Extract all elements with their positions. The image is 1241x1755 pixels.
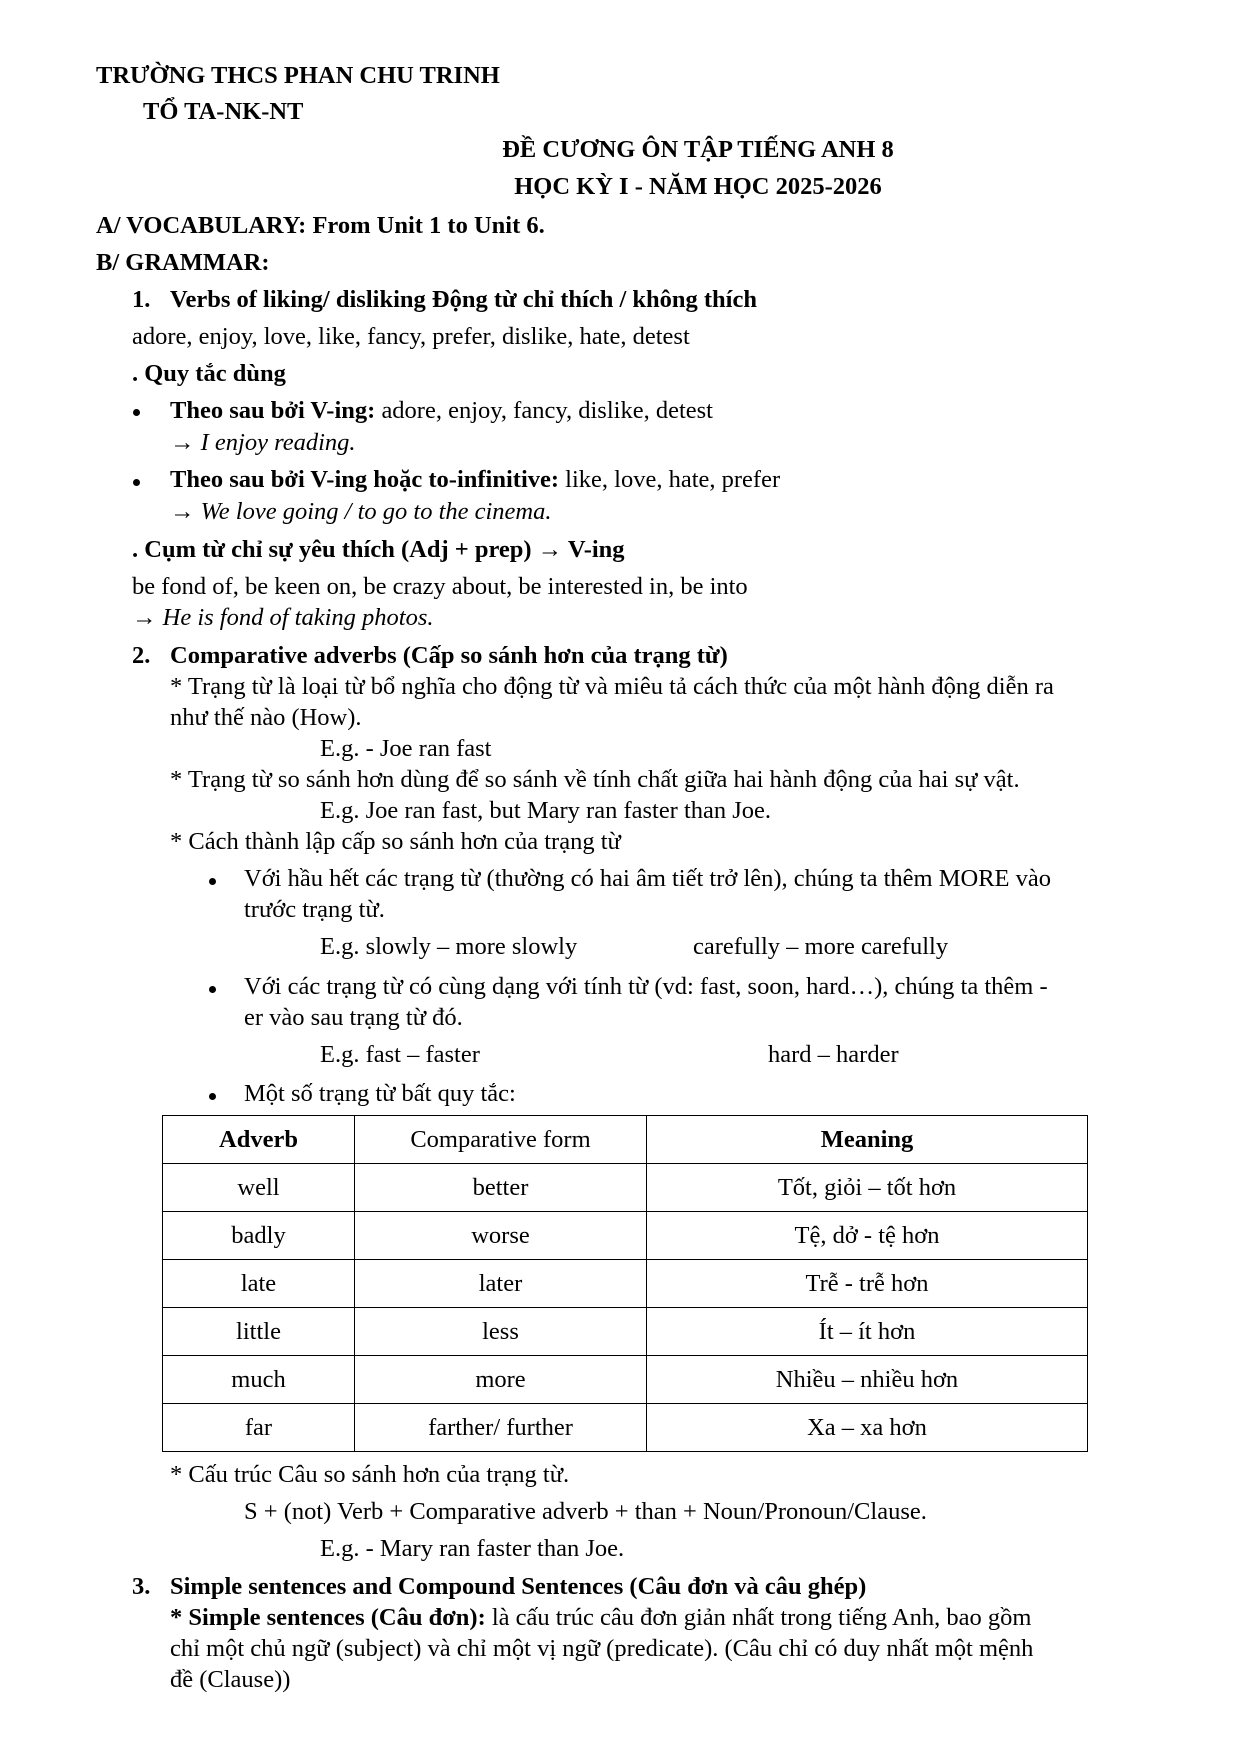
simple-sentence-def-line3: đề (Clause))	[170, 1666, 291, 1693]
header-comparative-form: Comparative form	[355, 1116, 647, 1164]
table-row	[163, 1356, 1088, 1404]
table-row	[163, 1212, 1088, 1260]
cell-meaning: Nhiều – nhiều hơn	[647, 1356, 1088, 1404]
cell-adverb: much	[163, 1356, 355, 1404]
example-carefully: carefully – more carefully	[693, 933, 949, 960]
cell-adverb: little	[163, 1308, 355, 1356]
cell-adverb: well	[163, 1164, 355, 1212]
doc-title-line2: HỌC KỲ I - NĂM HỌC 2025-2026	[514, 173, 882, 200]
cell-meaning: Tốt, giỏi – tốt hơn	[647, 1164, 1088, 1212]
item-number-3: 3.	[132, 1573, 151, 1600]
school-name: TRƯỜNG THCS PHAN CHU TRINH	[96, 62, 500, 89]
rule-more-line1: Với hầu hết các trạng từ (thường có hai âm tiết trở lên), chúng ta thêm MORE vào	[244, 865, 1052, 892]
example-mary-structure: E.g. - Mary ran faster than Joe.	[320, 1535, 625, 1562]
rule-ving-or-toinf-example: → We love going / to go to the cinema.	[170, 498, 552, 525]
cell-comparative: later	[355, 1260, 647, 1308]
table-row	[163, 1404, 1088, 1452]
rule-ving-verbs: adore, enjoy, fancy, dislike, detest	[375, 397, 713, 424]
example-slowly: E.g. slowly – more slowly	[320, 933, 578, 960]
cell-meaning: Trễ - trễ hơn	[647, 1260, 1088, 1308]
rule-ving-example: → I enjoy reading.	[170, 429, 356, 456]
structure-formula: S + (not) Verb + Comparative adverb + than + Noun/Pronoun/Clause.	[244, 1498, 927, 1525]
table-row	[163, 1260, 1088, 1308]
rule-ving-label: Theo sau bởi V-ing:	[170, 397, 376, 424]
cell-meaning: Ít – ít hơn	[647, 1308, 1088, 1356]
adverb-definition-line2: như thế nào (How).	[170, 704, 362, 731]
usage-rules-heading: . Quy tắc dùng	[132, 360, 286, 387]
item-number-2: 2.	[132, 642, 151, 669]
bullet-dot	[209, 878, 216, 885]
adverb-definition-line1: * Trạng từ là loại từ bổ nghĩa cho động từ và miêu tả cách thức của một hành động diễn ra	[170, 673, 1054, 700]
example-fast: E.g. fast – faster	[320, 1041, 480, 1068]
irregular-adverbs-table	[162, 1115, 1088, 1452]
bullet-dot	[133, 479, 140, 486]
bullet-dot	[209, 986, 216, 993]
phrase-example: → He is fond of taking photos.	[132, 604, 434, 631]
rule-ving-or-toinf	[170, 465, 780, 495]
rule-ving	[170, 396, 713, 426]
example-mary-faster: E.g. Joe ran fast, but Mary ran faster than Joe.	[320, 797, 772, 824]
formation-heading: * Cách thành lập cấp so sánh hơn của trạng từ	[170, 828, 621, 855]
header-adverb: Adverb	[163, 1116, 355, 1164]
heading-comparative-adverbs: Comparative adverbs (Cấp so sánh hơn của trạng từ)	[170, 642, 728, 669]
irregular-adverbs-label: Một số trạng từ bất quy tắc:	[244, 1080, 516, 1107]
cell-comparative: better	[355, 1164, 647, 1212]
comparative-use-line: * Trạng từ so sánh hơn dùng để so sánh về tính chất giữa hai hành động của hai sự vật.	[170, 766, 1020, 793]
section-vocabulary: A/ VOCABULARY: From Unit 1 to Unit 6.	[96, 212, 545, 239]
example-joe-fast: E.g. - Joe ran fast	[320, 735, 492, 762]
phrase-heading: . Cụm từ chỉ sự yêu thích (Adj + prep) → V-ing	[132, 536, 625, 563]
cell-adverb: far	[163, 1404, 355, 1452]
cell-comparative: more	[355, 1356, 647, 1404]
bullet-dot	[209, 1093, 216, 1100]
structure-heading: * Cấu trúc Câu so sánh hơn của trạng từ.	[170, 1461, 570, 1488]
rule-er-line1: Với các trạng từ có cùng dạng với tính từ (vd: fast, soon, hard…), chúng ta thêm -	[244, 973, 1048, 1000]
table-row	[163, 1308, 1088, 1356]
cell-comparative: worse	[355, 1212, 647, 1260]
phrase-list: be fond of, be keen on, be crazy about, be interested in, be into	[132, 573, 748, 600]
simple-sentence-def-line1	[170, 1603, 1031, 1633]
cell-meaning: Tệ, dở - tệ hơn	[647, 1212, 1088, 1260]
simple-sentence-label: * Simple sentences (Câu đơn):	[170, 1604, 486, 1631]
cell-meaning: Xa – xa hơn	[647, 1404, 1088, 1452]
section-grammar: B/ GRAMMAR:	[96, 249, 270, 276]
heading-simple-compound: Simple sentences and Compound Sentences (Câu đơn và câu ghép)	[170, 1573, 867, 1600]
liking-verbs-list: adore, enjoy, love, like, fancy, prefer, dislike, hate, detest	[132, 323, 690, 350]
rule-er-line2: er vào sau trạng từ đó.	[244, 1004, 463, 1031]
department-name: TỔ TA-NK-NT	[143, 98, 304, 125]
header-meaning: Meaning	[647, 1116, 1088, 1164]
simple-sentence-text: là cấu trúc câu đơn giản nhất trong tiếng Anh, bao gồm	[485, 1604, 1032, 1631]
cell-comparative: farther/ further	[355, 1404, 647, 1452]
example-hard: hard – harder	[768, 1041, 899, 1068]
rule-more-line2: trước trạng từ.	[244, 896, 385, 923]
rule-ving-or-toinf-verbs: like, love, hate, prefer	[559, 466, 781, 493]
cell-adverb: badly	[163, 1212, 355, 1260]
table-header-row	[163, 1116, 1088, 1164]
heading-verbs-of-liking: Verbs of liking/ disliking Động từ chỉ thích / không thích	[170, 286, 757, 313]
rule-ving-or-toinf-label: Theo sau bởi V-ing hoặc to-infinitive:	[170, 466, 560, 493]
bullet-dot	[133, 409, 140, 416]
item-number-1: 1.	[132, 286, 151, 313]
cell-adverb: late	[163, 1260, 355, 1308]
simple-sentence-def-line2: chỉ một chủ ngữ (subject) và chỉ một vị ngữ (predicate). (Câu chỉ có duy nhất một mệnh	[170, 1635, 1034, 1662]
cell-comparative: less	[355, 1308, 647, 1356]
table-row	[163, 1164, 1088, 1212]
doc-title-line1: ĐỀ CƯƠNG ÔN TẬP TIẾNG ANH 8	[502, 136, 894, 163]
